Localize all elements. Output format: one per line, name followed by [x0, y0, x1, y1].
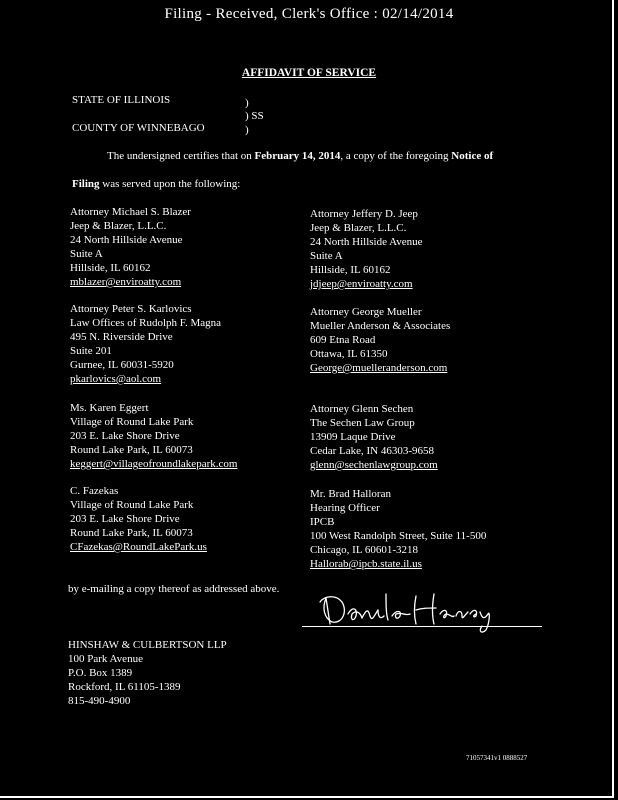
recipient-line: 24 North Hillside Avenue [70, 234, 183, 246]
recipient-line: Hillside, IL 60162 [310, 264, 391, 276]
venue-paren: ) [245, 124, 249, 136]
cert-middle: , a copy of the foregoing [340, 150, 452, 162]
recipient-email[interactable]: pkarlovics@aol.com [70, 373, 162, 385]
recipient-block [310, 207, 423, 291]
recipient-line: 495 N. Riverside Drive [70, 331, 173, 343]
document-footer-code: 71057341v1 0888527 [466, 754, 528, 762]
recipient-line: Law Offices of Rudolph F. Magna [70, 317, 222, 329]
recipient-line: Round Lake Park, IL 60073 [70, 527, 193, 539]
recipient-line: Suite A [70, 248, 103, 260]
recipient-block [70, 205, 191, 289]
recipient-line: Ottawa, IL 61350 [310, 348, 388, 360]
cert-prefix: The undersigned certifies that on [107, 150, 255, 162]
venue-paren: ) [245, 97, 249, 109]
venue-ss: ) SS [245, 110, 264, 122]
document-title: AFFIDAVIT OF SERVICE [241, 67, 377, 79]
recipient-email[interactable]: mblazer@enviroatty.com [70, 276, 182, 288]
cert-suffix: was served upon the following: [99, 178, 241, 190]
recipient-line: C. Fazekas [70, 485, 119, 497]
venue-state: STATE OF ILLINOIS [72, 94, 171, 106]
recipient-line: Attorney Peter S. Karlovics [70, 303, 192, 315]
recipient-email[interactable]: keggert@villageofroundlakepark.com [70, 458, 238, 470]
recipient-line: Hearing Officer [310, 502, 380, 514]
recipient-line: Mr. Brad Halloran [310, 488, 391, 500]
recipient-line: Suite 201 [70, 345, 112, 357]
firm-name: HINSHAW & CULBERTSON LLP [68, 639, 227, 651]
recipient-line: Round Lake Park, IL 60073 [70, 444, 193, 456]
firm-city: Rockford, IL 61105-1389 [68, 681, 181, 693]
recipient-line: Attorney Michael S. Blazer [70, 206, 191, 218]
recipient-email[interactable]: Hallorab@ipcb.state.il.us [310, 558, 422, 570]
recipient-block [70, 484, 207, 554]
recipient-line: Ms. Karen Eggert [70, 402, 149, 414]
recipient-block [310, 487, 486, 571]
recipient-block [310, 402, 438, 472]
recipient-line: Hillside, IL 60162 [70, 262, 151, 274]
venue-county: COUNTY OF WINNEBAGO [72, 122, 205, 134]
recipient-line: Attorney Jeffery D. Jeep [310, 208, 418, 220]
recipient-block [70, 302, 221, 386]
recipient-block [310, 305, 450, 375]
recipient-email[interactable]: jdjeep@enviroatty.com [310, 278, 413, 290]
firm-address-1: 100 Park Avenue [68, 653, 143, 665]
recipient-line: Jeep & Blazer, L.L.C. [70, 220, 167, 232]
firm-block [68, 638, 227, 708]
certification-line-2 [72, 178, 240, 190]
certification-line-1 [107, 150, 493, 162]
cert-filing: Filing [72, 178, 100, 190]
firm-phone: 815-490-4900 [68, 695, 131, 707]
recipient-block [70, 401, 237, 471]
recipient-line: Chicago, IL 60601-3218 [310, 544, 419, 556]
recipient-line: 100 West Randolph Street, Suite 11-500 [310, 530, 487, 542]
recipient-line: 203 E. Lake Shore Drive [70, 513, 180, 525]
recipient-email[interactable]: CFazekas@RoundLakePark.us [70, 541, 207, 553]
filing-header: Filing - Received, Clerk's Office : 02/14/2014 [164, 6, 454, 22]
signature-line [302, 626, 542, 627]
cert-notice: Notice of [451, 150, 494, 162]
handwritten-signature [312, 586, 512, 636]
recipient-line: 24 North Hillside Avenue [310, 236, 423, 248]
recipient-line: Cedar Lake, IN 46303-9658 [310, 445, 435, 457]
recipient-line: IPCB [310, 516, 335, 528]
recipient-line: Jeep & Blazer, L.L.C. [310, 222, 407, 234]
recipient-line: The Sechen Law Group [310, 417, 415, 429]
recipient-line: Village of Round Lake Park [70, 499, 194, 511]
recipient-line: 203 E. Lake Shore Drive [70, 430, 180, 442]
recipient-line: 609 Etna Road [310, 334, 376, 346]
cert-date: February 14, 2014 [254, 150, 341, 162]
firm-address-2: P.O. Box 1389 [68, 667, 133, 679]
recipient-email[interactable]: George@muelleranderson.com [310, 362, 448, 374]
recipient-line: 13909 Laque Drive [310, 431, 396, 443]
recipient-email[interactable]: glenn@sechenlawgroup.com [310, 459, 438, 471]
closing-statement: by e-mailing a copy thereof as addressed above. [68, 583, 280, 595]
recipient-line: Suite A [310, 250, 343, 262]
recipient-line: Attorney Glenn Sechen [310, 403, 414, 415]
recipient-line: Village of Round Lake Park [70, 416, 194, 428]
recipient-line: Mueller Anderson & Associates [310, 320, 451, 332]
recipient-line: Attorney George Mueller [310, 306, 422, 318]
recipient-line: Gurnee, IL 60031-5920 [70, 359, 174, 371]
